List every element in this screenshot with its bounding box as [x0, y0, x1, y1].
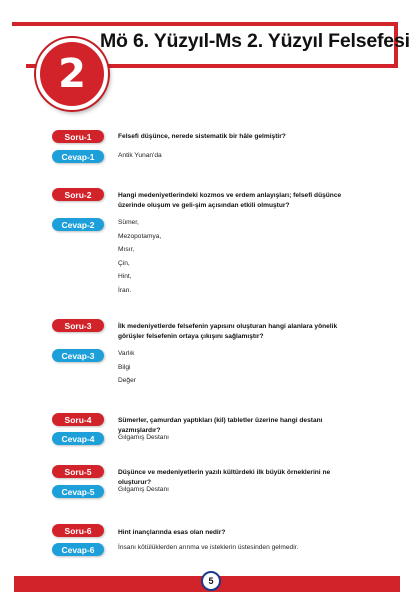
page-title: Mö 6. Yüzyıl-Ms 2. Yüzyıl Felsefesi — [100, 30, 410, 52]
answer-line: Mısır, — [118, 246, 135, 253]
question-text-4: Sümerler, çamurdan yaptıkları (kil) tabletler üzerine hangi destanı yazmışlardır? — [118, 417, 323, 434]
answer-text-2 — [118, 218, 363, 299]
answer-line: Değer — [118, 377, 136, 384]
unit-number: 2 — [58, 51, 86, 97]
answer-line: Varlık — [118, 350, 135, 357]
question-text-2: Hangi medeniyetlerindeki kozmos ve erdem anlayışları; felsefi düşünce üzerinde oluşum ve geli-şim açısından etkili olmuştur? — [118, 192, 342, 209]
answer-line: Sümer, — [118, 219, 139, 226]
answer-label-1: Cevap-1 — [52, 150, 104, 163]
question-text-3: İlk medeniyetlerde felsefenin yapısını oluşturan hangi alanlara yönelik görüşler felsefenin ortaya çıkışını sağlamıştır? — [118, 323, 338, 340]
question-text-5: Düşünce ve medeniyetlerin yazılı kültürdeki ilk büyük örneklerini ne oluşturur? — [118, 469, 331, 486]
answer-line: İnsanı kötülüklerden arınma ve isteklerin üstesinden gelmedir. — [118, 544, 299, 551]
question-label-4: Soru-4 — [52, 413, 104, 426]
answer-line: Gılgamış Destanı — [118, 486, 169, 493]
answer-label-4: Cevap-4 — [52, 432, 104, 445]
answer-label-2: Cevap-2 — [52, 218, 104, 231]
answer-label-3: Cevap-3 — [52, 349, 104, 362]
question-text-6: Hint inançlarında esas olan nedir? — [118, 529, 226, 536]
answer-text-1 — [118, 151, 363, 165]
answer-line: İran. — [118, 286, 132, 294]
answer-line: Çin, — [118, 259, 130, 267]
question-label-1: Soru-1 — [52, 130, 104, 143]
question-label-5: Soru-5 — [52, 465, 104, 478]
answer-line: Mezopotamya, — [118, 232, 162, 240]
question-text-1: Felsefi düşünce, nerede sistematik bir hâle gelmiştir? — [118, 133, 286, 140]
answer-line: Hint, — [118, 273, 132, 280]
answer-label-5: Cevap-5 — [52, 485, 104, 498]
answer-label-6: Cevap-6 — [52, 543, 104, 556]
question-label-2: Soru-2 — [52, 188, 104, 201]
answer-line: Bilgi — [118, 363, 131, 371]
answer-line: Antik Yunan'da — [118, 152, 162, 159]
answer-line: Gılgamış Destanı — [118, 434, 169, 441]
page-number: 5 — [201, 571, 221, 591]
answer-text-6 — [118, 543, 363, 557]
answer-text-5 — [118, 485, 363, 499]
question-label-6: Soru-6 — [52, 524, 104, 537]
question-label-3: Soru-3 — [52, 319, 104, 332]
answer-text-3 — [118, 349, 363, 390]
unit-badge — [36, 38, 108, 110]
answer-text-4 — [118, 433, 363, 447]
